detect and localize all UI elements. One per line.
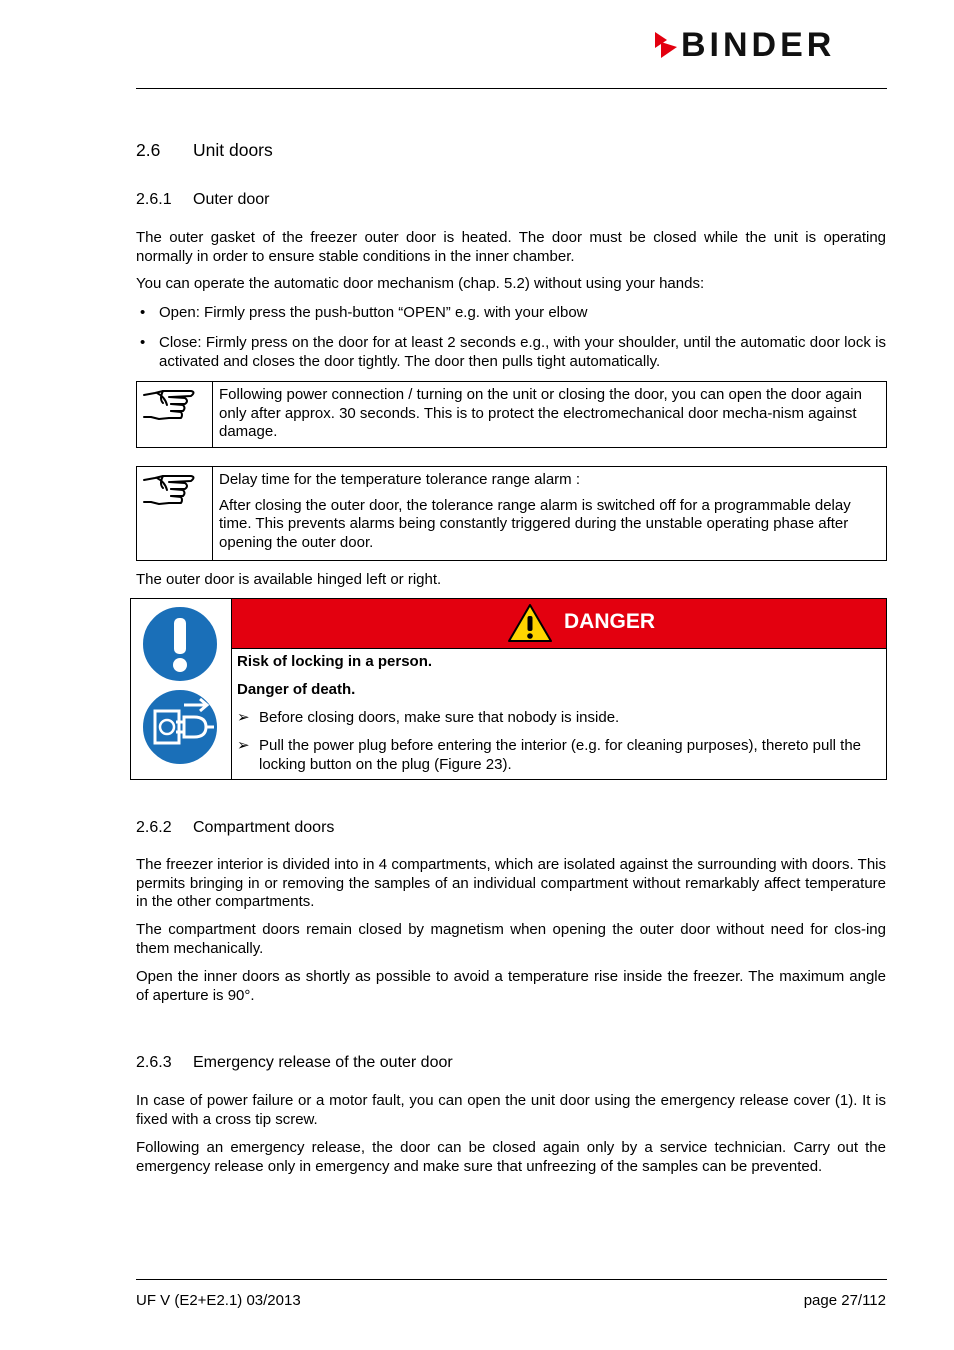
note-icon-cell — [137, 467, 213, 561]
bullet-dot: • — [140, 334, 146, 351]
list-item-text: Open: Firmly press the push-button “OPEN” e.g. with your elbow — [159, 304, 588, 321]
note-box — [136, 381, 887, 448]
note-icon-cell — [137, 382, 213, 448]
paragraph: The freezer interior is divided into in 4 compartments, which are isolated against the surrounding with doors. This permits bringing in or removing the samples of an individual compartment without remarkably affect temperature in the other compartments. — [136, 856, 886, 910]
danger-action — [237, 737, 882, 777]
footer-rule — [136, 1279, 887, 1280]
danger-consequence: Danger of death. — [237, 681, 356, 698]
section-title: Emergency release of the outer door — [193, 1054, 453, 1071]
danger-box — [130, 598, 887, 780]
footer-page-number: page 27/112 — [803, 1292, 886, 1309]
brand-name: BINDER — [681, 26, 836, 64]
section-number: 2.6.1 — [136, 191, 172, 208]
paragraph: Open the inner doors as shortly as possible to avoid a temperature rise inside the freezer. The maximum angle of aperture is 90°. — [136, 968, 886, 1004]
danger-icons — [131, 599, 232, 779]
section-number: 2.6 — [136, 140, 161, 160]
section-number: 2.6.2 — [136, 819, 172, 836]
note-box — [136, 466, 887, 561]
paragraph: In case of power failure or a motor fault, you can open the unit door using the emergency release cover (1). It is fixed with a cross tip screw. — [136, 1092, 886, 1128]
paragraph: The outer gasket of the freezer outer door is heated. The door must be closed while the unit is operating normally in order to ensure stable conditions in the inner chamber. — [136, 229, 886, 265]
logo-mark-icon — [655, 32, 679, 62]
pointing-hand-icon — [141, 472, 201, 518]
header-rule — [136, 88, 887, 89]
danger-risk: Risk of locking in a person. — [237, 653, 433, 670]
note-title: Delay time for the temperature tolerance range alarm : — [219, 471, 581, 488]
danger-label: DANGER — [564, 610, 656, 633]
disconnect-plug-icon — [140, 687, 220, 767]
list-item — [136, 304, 886, 324]
section-heading-2-6-1 — [136, 191, 269, 209]
paragraph: The outer door is available hinged left or right. — [136, 571, 442, 588]
note-text: Following power connection / turning on the unit or closing the door, you can open the door again only after approx. 30 seconds. This is to protect the electromechanical door mecha-nism against damage. — [219, 386, 862, 440]
footer-doc-id: UF V (E2+E2.1) 03/2013 — [136, 1292, 301, 1309]
danger-action-text: Before closing doors, make sure that nobody is inside. — [259, 709, 620, 726]
paragraph: You can operate the automatic door mechanism (chap. 5.2) without using your hands: — [136, 275, 705, 292]
section-title: Compartment doors — [193, 819, 335, 836]
danger-action-text: Pull the power plug before entering the interior (e.g. for cleaning purposes), thereto pull the locking button on the plug (Figure 23). — [259, 737, 862, 773]
section-heading-2-6 — [136, 140, 273, 161]
paragraph: The compartment doors remain closed by magnetism when opening the outer door without need for clos-ing them mechanically. — [136, 921, 886, 957]
warning-triangle-icon — [507, 603, 553, 643]
section-title: Unit doors — [193, 140, 273, 160]
list-item-text: Close: Firmly press on the door for at least 2 seconds e.g., with your shoulder, until the automatic door lock is activated and closes the door tightly. The door then pulls tight automatically. — [159, 334, 886, 370]
binder-logo — [655, 26, 887, 64]
pointing-hand-icon — [141, 387, 201, 433]
danger-action — [237, 709, 877, 729]
arrow-bullet-icon: ➢ — [237, 709, 250, 726]
section-number: 2.6.3 — [136, 1054, 172, 1071]
section-title: Outer door — [193, 191, 270, 208]
danger-header — [232, 599, 886, 649]
bullet-dot: • — [140, 304, 146, 321]
list-item — [136, 334, 886, 374]
note-text: After closing the outer door, the tolerance range alarm is switched off for a programmable delay time. This prevents alarms being constantly triggered during the unstable operating phase after opening the outer door. — [219, 496, 851, 551]
arrow-bullet-icon: ➢ — [237, 737, 250, 754]
paragraph: Following an emergency release, the door can be closed again only by a service technician. Carry out the emergency release only in emergency and make sure that unfreezing of the samples can be prevented. — [136, 1139, 886, 1175]
mandatory-exclamation-icon — [140, 604, 220, 684]
section-heading-2-6-2 — [136, 819, 334, 837]
section-heading-2-6-3 — [136, 1054, 453, 1072]
